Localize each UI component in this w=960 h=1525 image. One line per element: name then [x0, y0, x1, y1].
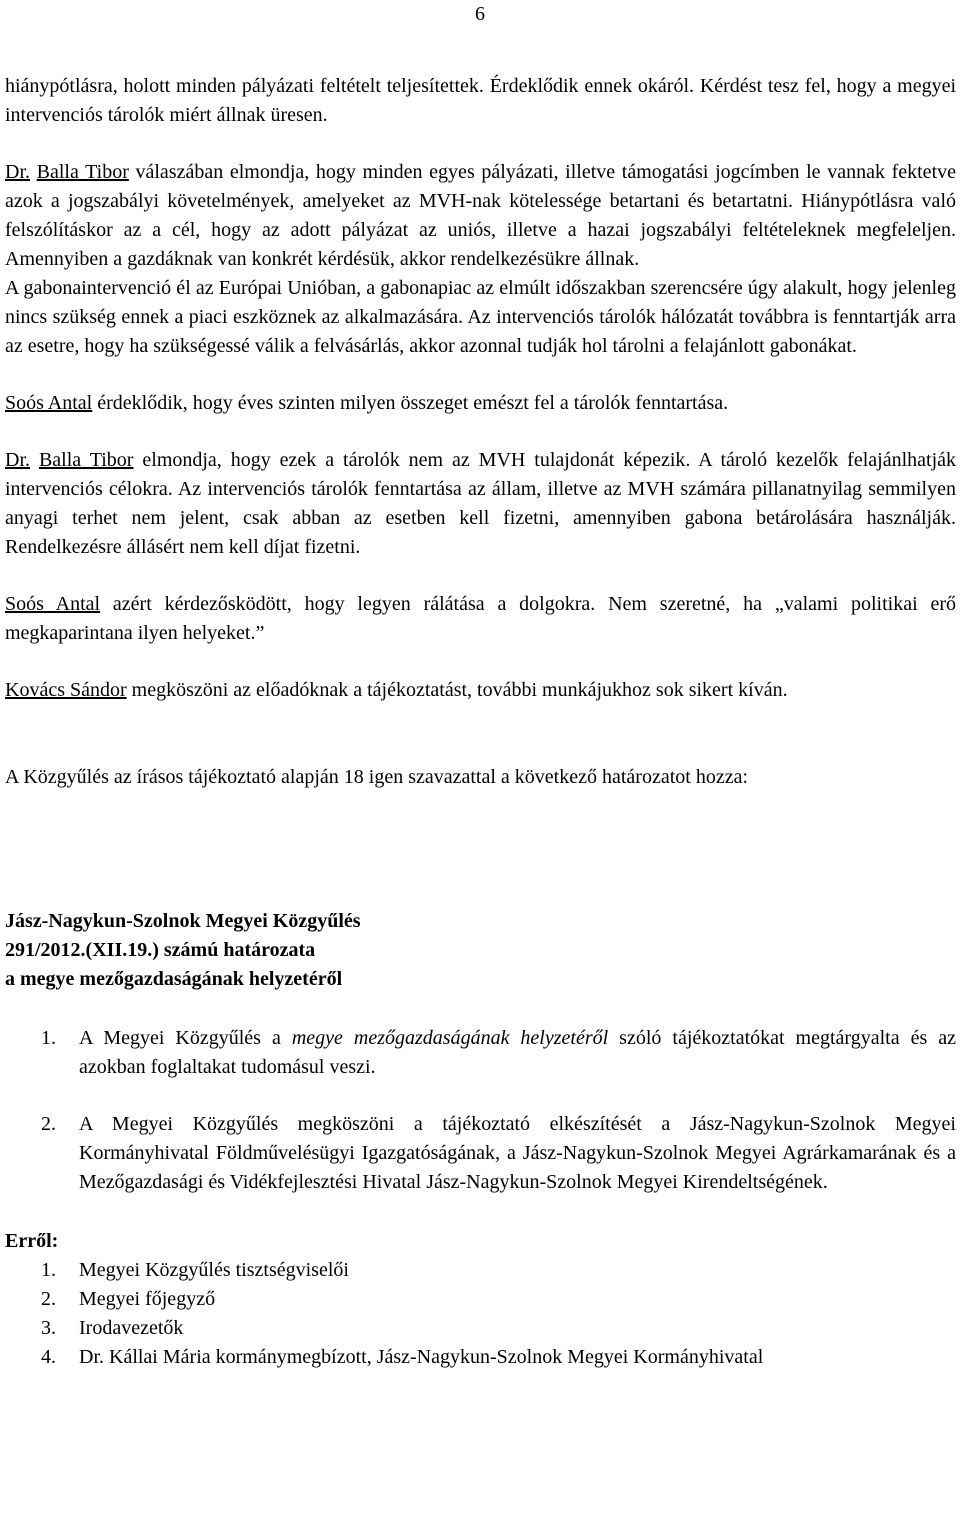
- speaker-title: Dr.: [5, 161, 30, 183]
- paragraph-5: [5, 446, 956, 562]
- item-number: 1.: [41, 1027, 56, 1049]
- item-number: 4.: [41, 1346, 56, 1368]
- item-text: Megyei főjegyző: [79, 1288, 216, 1310]
- paragraph-3: A gabonaintervenció él az Európai Unióban, a gabonapiac az elmúlt időszakban szerencsére úgy alakult, hogy jelenleg nincs szükség ennek a piaci eszköznek az alkalmazására. Az intervenciós tárolók hálózatát továbbra is fenntartják arra az esetre, hogy ha szükségessé válik a felvásárlás, akkor azonnal tudják hol tárolni a felajánlott gabonákat.: [5, 277, 956, 357]
- resolution-line-3: a megye mezőgazdaságának helyzetéről: [5, 968, 343, 990]
- resolution-items: [5, 1024, 956, 1197]
- distribution-list: [5, 1256, 956, 1372]
- item-text: Irodavezetők: [79, 1317, 184, 1339]
- paragraph-4: [5, 389, 956, 418]
- resolution-title: [5, 907, 956, 994]
- resolution-item: [5, 1110, 956, 1197]
- distribution-item: [5, 1314, 956, 1343]
- document-body: [5, 72, 956, 1372]
- item-text: A Megyei Közgyűlés a: [79, 1027, 292, 1049]
- speaker-name: Balla Tibor: [36, 161, 129, 183]
- item-text: szóló tájékoztatókat megtárgyalta és az azokban foglaltakat tudomásul veszi.: [79, 1027, 956, 1078]
- paragraph-8: A Közgyűlés az írásos tájékoztató alapján 18 igen szavazattal a következő határozatot hozza:: [5, 766, 749, 788]
- distribution-heading: Erről:: [5, 1230, 59, 1252]
- resolution-item: [5, 1024, 956, 1082]
- speaker-name: Soós Antal: [5, 392, 93, 414]
- item-text: A Megyei Közgyűlés megköszöni a tájékoztató elkészítését a Jász-Nagykun-Szolnok Megyei Kormányhivatal Földművelésügyi Igazgatóságának, a Jász-Nagykun-Szolnok Megyei Agrárkamarának és a Mezőgazdasági és Vidékfejlesztési Hivatal Jász-Nagykun-Szolnok Megyei Kirendeltségének.: [79, 1113, 956, 1193]
- page-number: 6: [475, 3, 485, 25]
- resolution-line-1: Jász-Nagykun-Szolnok Megyei Közgyűlés: [5, 910, 361, 932]
- resolution-line-2: 291/2012.(XII.19.) számú határozata: [5, 939, 316, 961]
- item-text: Dr. Kállai Mária kormánymegbízott, Jász-Nagykun-Szolnok Megyei Kormányhivatal: [79, 1346, 764, 1368]
- spacer: [5, 1082, 956, 1110]
- paragraph-6: [5, 590, 956, 648]
- speaker-title: Dr.: [5, 449, 30, 471]
- paragraph-2-text: válaszában elmondja, hogy minden egyes pályázati, illetve támogatási jogcímben le vannak fektetve azok a jogszabályi követelmények, amelyeket az MVH-nak kötelessége betartani és betartatni. Hiánypótlásra való felszólításkor az a cél, hogy az adott pályázat az uniós, illetve a hazai jogszabályi feltételeknek megfeleljen. Amennyiben a gazdáknak van konkrét kérdésük, akkor rendelkezésükre állnak.: [5, 161, 956, 270]
- speaker-name: Soós Antal: [5, 593, 101, 615]
- distribution-item: [5, 1343, 956, 1372]
- paragraph-5-text: elmondja, hogy ezek a tárolók nem az MVH tulajdonát képezik. A tároló kezelők felajánlhatják intervenciós célokra. Az intervenciós tárolók fenntartása az állam, illetve az MVH számára pillanatnyilag semmilyen anyagi terhet nem jelent, csak abban az esetben kell fizetni, amennyiben gabona betárolására használják. Rendelkezésre állásért nem kell díjat fizetni.: [5, 449, 957, 558]
- item-number: 2.: [41, 1288, 56, 1310]
- paragraph-7-text: megköszöni az előadóknak a tájékoztatást, további munkájukhoz sok sikert kíván.: [126, 679, 788, 701]
- speaker-name: Kovács Sándor: [5, 679, 127, 701]
- paragraph-7: [5, 676, 956, 705]
- item-text: Megyei Közgyűlés tisztségviselői: [79, 1259, 349, 1281]
- item-number: 1.: [41, 1259, 56, 1281]
- item-number: 2.: [41, 1113, 56, 1135]
- item-number: 3.: [41, 1317, 56, 1339]
- item-italic-text: megye mezőgazdaságának helyzetéről: [291, 1027, 609, 1049]
- distribution-item: [5, 1285, 956, 1314]
- paragraph-6-text: azért kérdezősködött, hogy legyen rálátása a dolgokra. Nem szeretné, ha „valami politikai erő megkaparintana ilyen helyeket.”: [5, 593, 956, 644]
- distribution-item: [5, 1256, 956, 1285]
- paragraph-4-text: érdeklődik, hogy éves szinten milyen összeget emészt fel a tárolók fenntartása.: [92, 392, 729, 414]
- paragraph-2: [5, 158, 956, 274]
- paragraph-1: hiánypótlásra, holott minden pályázati feltételt teljesítettek. Érdeklődik ennek okáról. Kérdést tesz fel, hogy a megyei intervenciós tárolók miért állnak üresen.: [5, 75, 956, 126]
- speaker-name: Balla Tibor: [38, 449, 134, 471]
